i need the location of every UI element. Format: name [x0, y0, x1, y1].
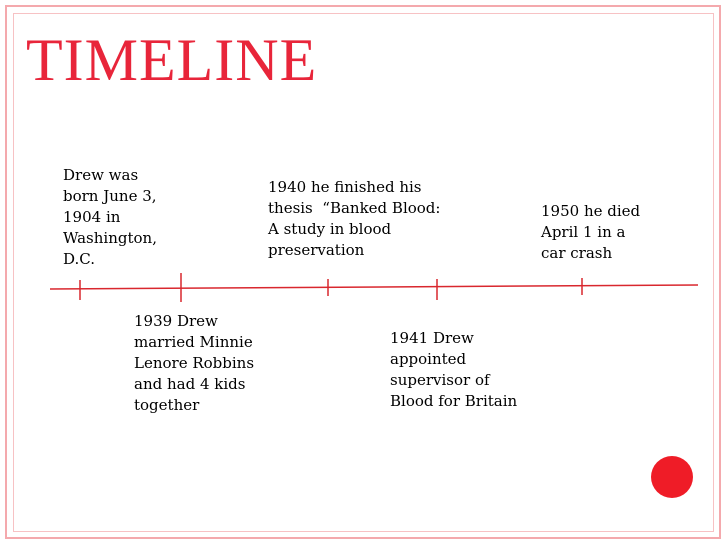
event-line: Blood for Britain — [390, 392, 518, 410]
event-line: appointed — [390, 350, 467, 368]
event-line: and had 4 kids — [134, 375, 246, 393]
event-line: preservation — [268, 241, 365, 259]
decorative-red-dot — [651, 456, 693, 498]
event-line: Lenore Robbins — [134, 354, 255, 372]
event-line: 1941 Drew — [390, 329, 474, 347]
event-1941-appointment — [390, 328, 517, 412]
timeline-axis — [50, 285, 698, 289]
event-line: Washington, — [63, 229, 157, 247]
event-line: Drew was — [63, 166, 139, 184]
slide-title: TIMELINE — [26, 27, 318, 93]
event-1939-marriage — [134, 311, 254, 416]
event-line: April 1 in a — [541, 223, 626, 241]
event-1940-thesis — [268, 177, 440, 261]
event-line: 1904 in — [63, 208, 121, 226]
event-line: born June 3, — [63, 187, 157, 205]
event-line: A study in blood — [268, 220, 392, 238]
event-1950-death — [541, 201, 640, 264]
event-line: 1940 he finished his — [268, 178, 422, 196]
event-line: thesis “Banked Blood: — [268, 199, 441, 217]
event-line: D.C. — [63, 250, 95, 268]
event-line: 1939 Drew — [134, 312, 218, 330]
event-1904-birth — [63, 165, 157, 270]
event-line: supervisor of — [390, 371, 490, 389]
event-line: married Minnie — [134, 333, 253, 351]
event-line: 1950 he died — [541, 202, 641, 220]
event-line: car crash — [541, 244, 613, 262]
event-line: together — [134, 396, 200, 414]
